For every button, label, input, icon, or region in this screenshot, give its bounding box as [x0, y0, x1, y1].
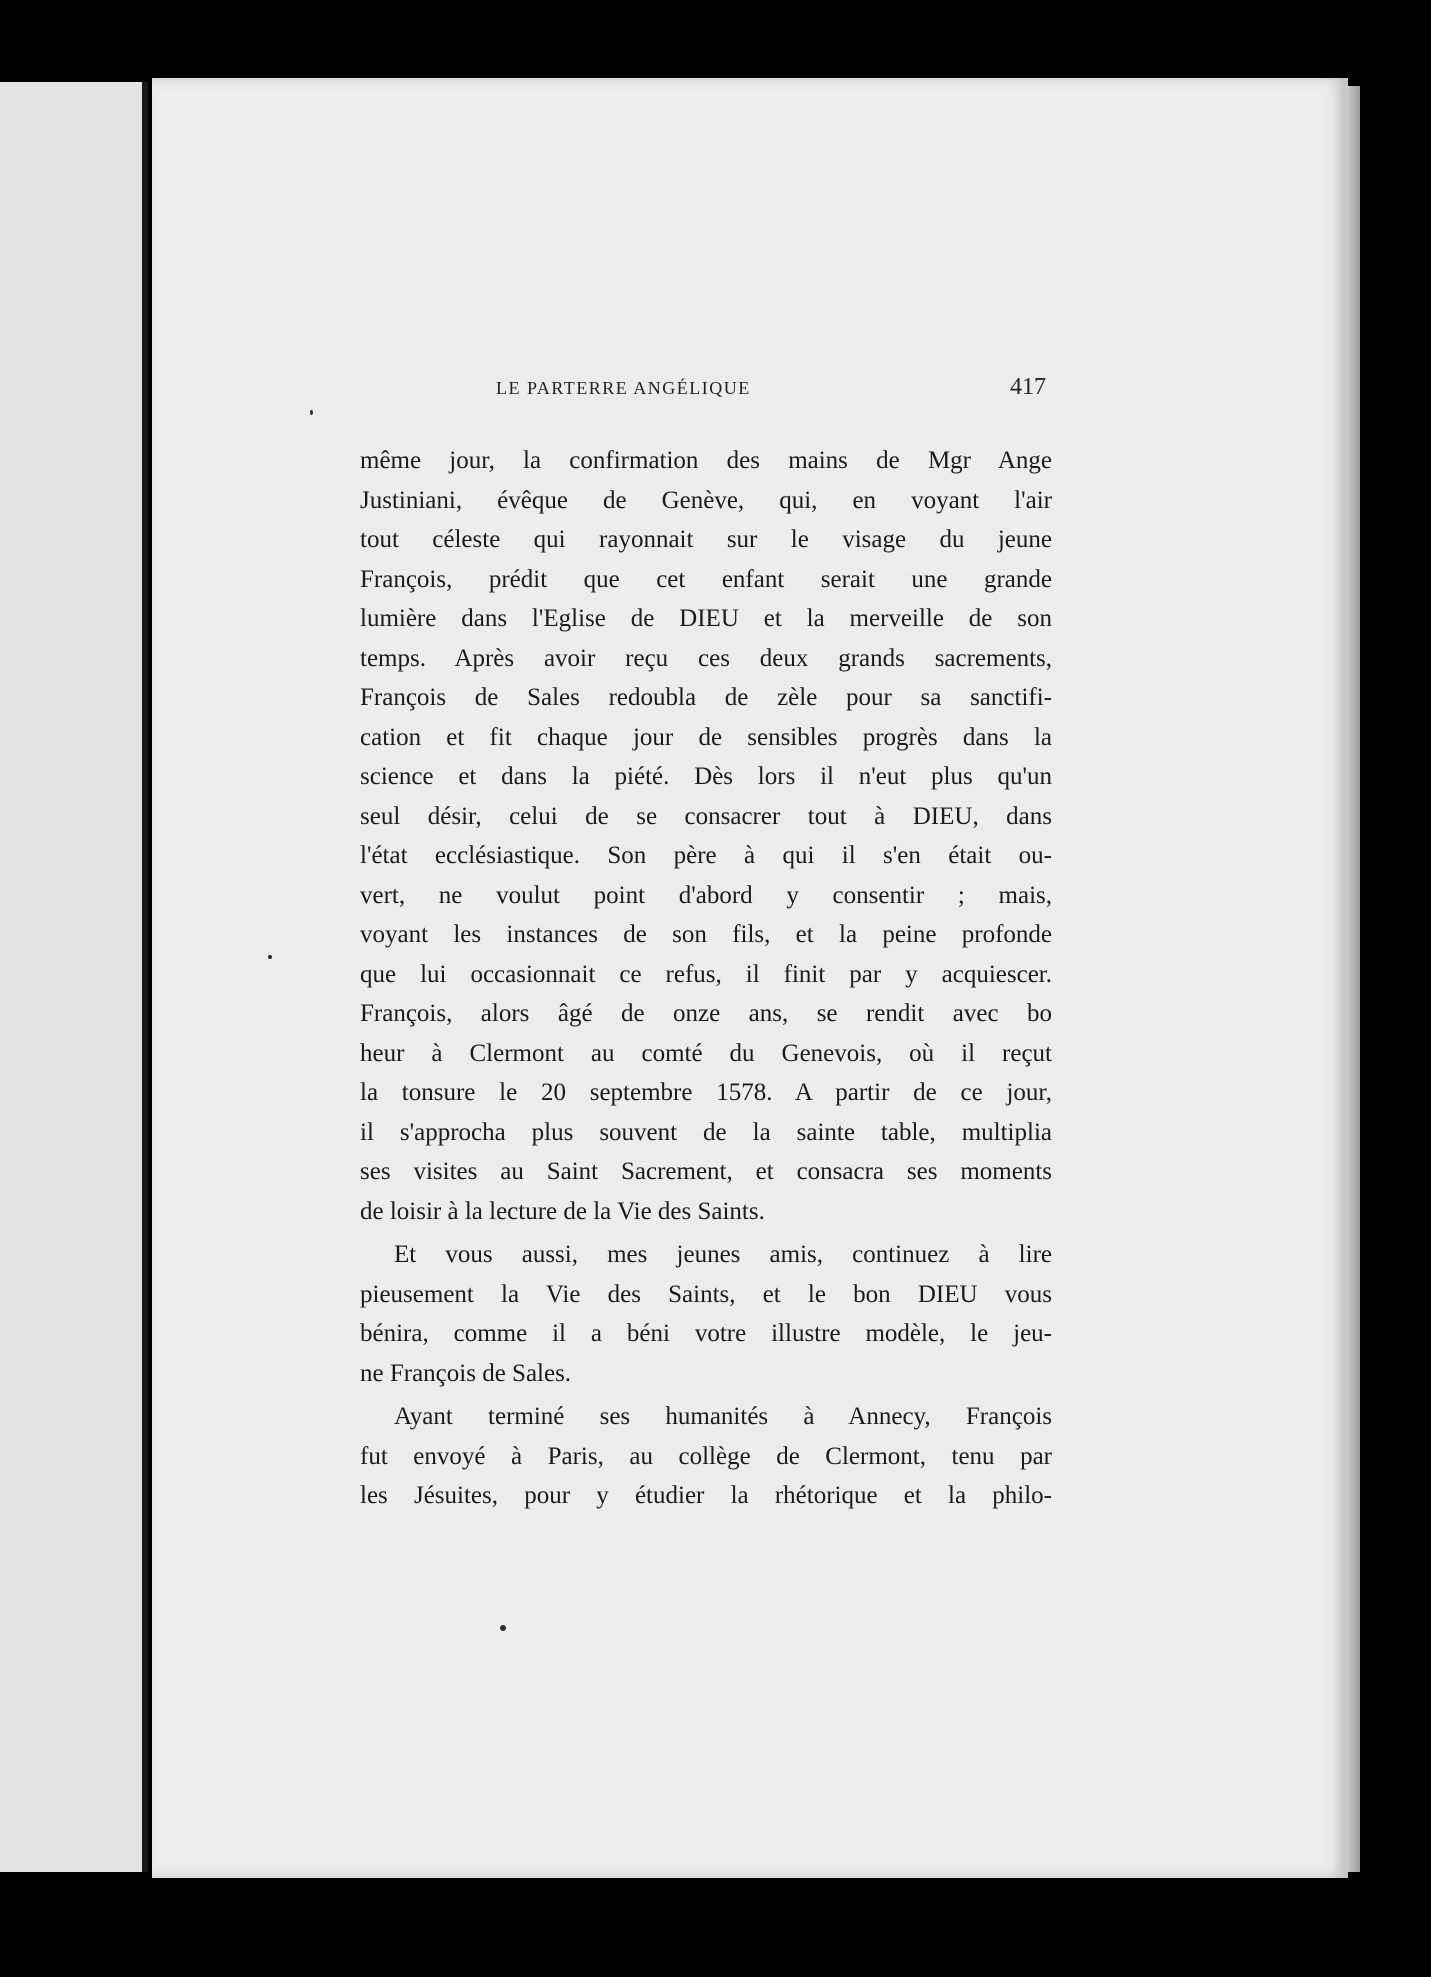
page-number: 417 [1010, 374, 1046, 400]
text-line: tout céleste qui rayonnait sur le visage du jeune [360, 526, 1052, 553]
text-line: la tonsure le 20 septembre 1578. A partir de ce jour, [360, 1079, 1052, 1106]
text-line: bénira, comme il a béni votre illustre modèle, le jeu- [360, 1320, 1052, 1347]
text-line: lumière dans l'Eglise de DIEU et la merveille de son [360, 605, 1052, 632]
text-line: pieusement la Vie des Saints, et le bon DIEU vous [360, 1280, 1052, 1308]
text-line: Et vous aussi, mes jeunes amis, continuez à lire [394, 1241, 1052, 1268]
text-line: de loisir à la lecture de la Vie des Saints. [360, 1197, 765, 1225]
paragraph-1 [360, 441, 1052, 1231]
paragraph-2 [360, 1235, 1052, 1393]
text-line: François, alors âgé de onze ans, se rendit avec bo [360, 1000, 1052, 1027]
text-line: vert, ne voulut point d'abord y consentir ; mais, [360, 881, 1052, 909]
text-line: François de Sales redoubla de zèle pour sa sanctifi- [360, 684, 1052, 711]
text-line: science et dans la piété. Dès lors il n'eut plus qu'un [360, 763, 1052, 790]
text-line: temps. Après avoir reçu ces deux grands sacrements, [360, 644, 1052, 672]
text-line: ses visites au Saint Sacrement, et consacra ses moments [360, 1158, 1052, 1185]
scan-speck [268, 955, 272, 959]
text-line: seul désir, celui de se consacrer tout à DIEU, dans [360, 802, 1052, 830]
text-line: ne François de Sales. [360, 1359, 572, 1387]
scan-speck [500, 1625, 506, 1631]
running-head: LE PARTERRE ANGÉLIQUE [496, 378, 751, 398]
text-line: fut envoyé à Paris, au collège de Clermont, tenu par [360, 1442, 1052, 1470]
text-line: il s'approcha plus souvent de la sainte table, multiplia [360, 1118, 1052, 1146]
text-line: voyant les instances de son fils, et la peine profonde [360, 921, 1052, 948]
paragraph-3 [360, 1397, 1052, 1516]
text-line: François, prédit que cet enfant serait une grande [360, 565, 1052, 593]
text-line: l'état ecclésiastique. Son père à qui il s'en était ou- [360, 842, 1052, 869]
text-line: même jour, la confirmation des mains de Mgr Ange [360, 447, 1052, 474]
book-spine [142, 82, 148, 1872]
text-line: les Jésuites, pour y étudier la rhétorique et la philo- [360, 1482, 1052, 1509]
text-line: Ayant terminé ses humanités à Annecy, François [394, 1403, 1052, 1430]
facing-page-edge [0, 82, 148, 1872]
scan-speck [310, 410, 313, 415]
text-line: cation et fit chaque jour de sensibles progrès dans la [360, 723, 1052, 751]
page-header [344, 374, 1046, 412]
body-text [360, 441, 1052, 1516]
page-edge-shadow [1346, 86, 1360, 1872]
text-line: Justiniani, évêque de Genève, qui, en voyant l'air [360, 486, 1052, 514]
text-line: que lui occasionnait ce refus, il finit par y acquiescer. [360, 960, 1052, 988]
text-line: heur à Clermont au comté du Genevois, où il reçut [360, 1039, 1052, 1067]
